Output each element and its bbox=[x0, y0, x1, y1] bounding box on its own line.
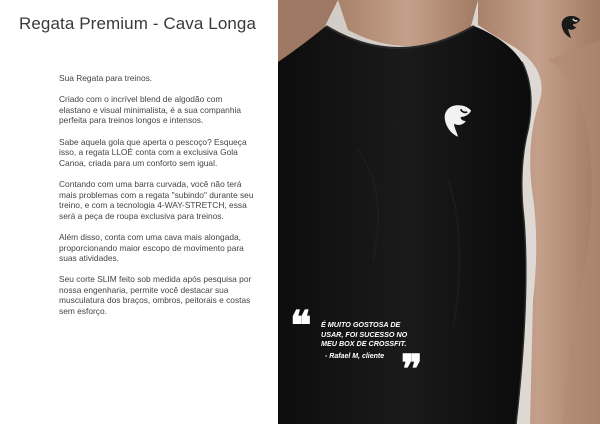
description-paragraph: Além disso, conta com uma cava mais alongada, proporcionando maior escopo de movimento para suas atividades. bbox=[59, 231, 244, 264]
model-wearing-tank-illustration bbox=[278, 0, 600, 424]
description-paragraph: Criado com o incrível blend de algodão com elastano e visual minimalista, é a sua companhia perfeita para treinos longos e intensos. bbox=[59, 94, 242, 126]
description-paragraph: Contando com uma barra curvada, você não terá mais problemas com a regata "subindo" durante seu treino, e com a tecnologia 4-WAY-STRETCH, essa será a peça de roupa exclusiva para treinos. bbox=[59, 178, 254, 221]
description-panel bbox=[0, 0, 278, 424]
page-title: Regata Premium - Cava Longa bbox=[19, 14, 257, 33]
testimonial-author: - Rafael M, cliente bbox=[325, 353, 385, 360]
lion-head-logo-icon[interactable] bbox=[560, 15, 582, 39]
testimonial-text: É MUITO GOSTOSA DE USAR, FOI SUCESSO NO MEU BOX DE CROSSFIT. bbox=[321, 320, 408, 348]
quote-open-icon: ❝ bbox=[290, 302, 312, 349]
description-paragraph: Sabe aquela gola que aperta o pescoço? Esqueça isso, a regata LLOÉ conta com a exclusiva Gola Canoa, criada para um conforto sem igual. bbox=[59, 136, 247, 168]
quote-close-icon: ❞ bbox=[401, 346, 423, 393]
description-paragraph: Sua Regata para treinos. bbox=[59, 73, 153, 83]
description-paragraph: Seu corte SLIM feito sob medida após pesquisa por nossa engenharia, permite você destacar sua musculatura dos braços, ombros, peitorais e costas sem esforço. bbox=[59, 274, 252, 317]
product-description bbox=[59, 73, 255, 327]
lion-head-logo-icon bbox=[441, 104, 475, 138]
product-photo bbox=[278, 0, 600, 424]
